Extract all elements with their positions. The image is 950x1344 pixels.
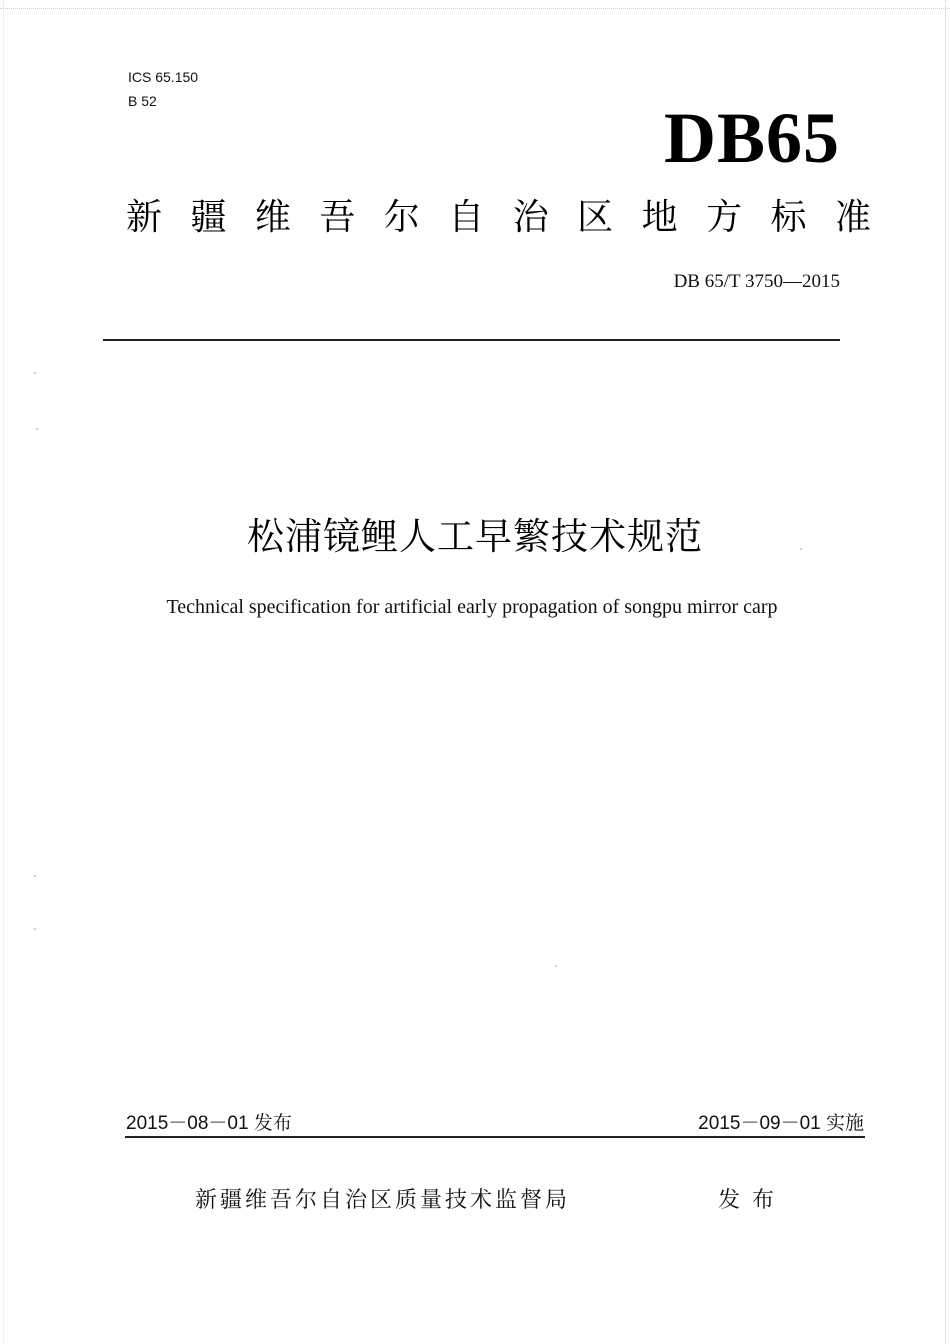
issuing-authority: 新疆维吾尔自治区质量技术监督局 bbox=[195, 1188, 571, 1213]
publish-label: 发布 bbox=[718, 1188, 787, 1213]
standard-type-char: 维 bbox=[254, 197, 291, 238]
standard-type-char: 准 bbox=[834, 197, 871, 238]
ics-code: ICS 65.150 bbox=[128, 69, 199, 85]
standard-type-char: 吾 bbox=[319, 197, 356, 238]
standard-type-title bbox=[126, 196, 871, 240]
scan-edge-right bbox=[945, 0, 950, 1344]
footer-divider bbox=[125, 1136, 865, 1138]
standard-type-char: 标 bbox=[770, 197, 807, 238]
scan-speck bbox=[800, 548, 802, 550]
standard-number: DB 65/T 3750—2015 bbox=[673, 271, 840, 292]
header-divider bbox=[103, 339, 840, 341]
implementation-date: 2015－09－01 实施 bbox=[698, 1113, 864, 1134]
standard-type-char: 治 bbox=[512, 197, 549, 238]
standard-logo: DB65 bbox=[663, 98, 840, 178]
standard-type-char: 新 bbox=[126, 197, 163, 238]
standard-type-char: 尔 bbox=[383, 197, 420, 238]
scan-edge-top bbox=[0, 0, 950, 9]
standard-type-char: 疆 bbox=[190, 197, 227, 238]
scan-speck bbox=[34, 928, 36, 930]
english-title: Technical specification for artificial early propagation of songpu mirror carp bbox=[166, 596, 778, 618]
standard-type-char: 方 bbox=[706, 197, 743, 238]
scan-edge-left bbox=[0, 0, 4, 1344]
chinese-title: 松浦镜鲤人工早繁技术规范 bbox=[247, 515, 703, 558]
scan-speck bbox=[36, 428, 38, 430]
standard-type-char: 地 bbox=[641, 197, 678, 238]
scan-speck bbox=[34, 372, 36, 374]
standard-type-char: 自 bbox=[448, 197, 485, 238]
classification-code: B 52 bbox=[128, 93, 157, 109]
release-date: 2015－08－01 发布 bbox=[126, 1113, 292, 1134]
scan-speck bbox=[555, 965, 557, 967]
standard-type-char: 区 bbox=[577, 197, 614, 238]
scan-speck bbox=[34, 875, 36, 877]
